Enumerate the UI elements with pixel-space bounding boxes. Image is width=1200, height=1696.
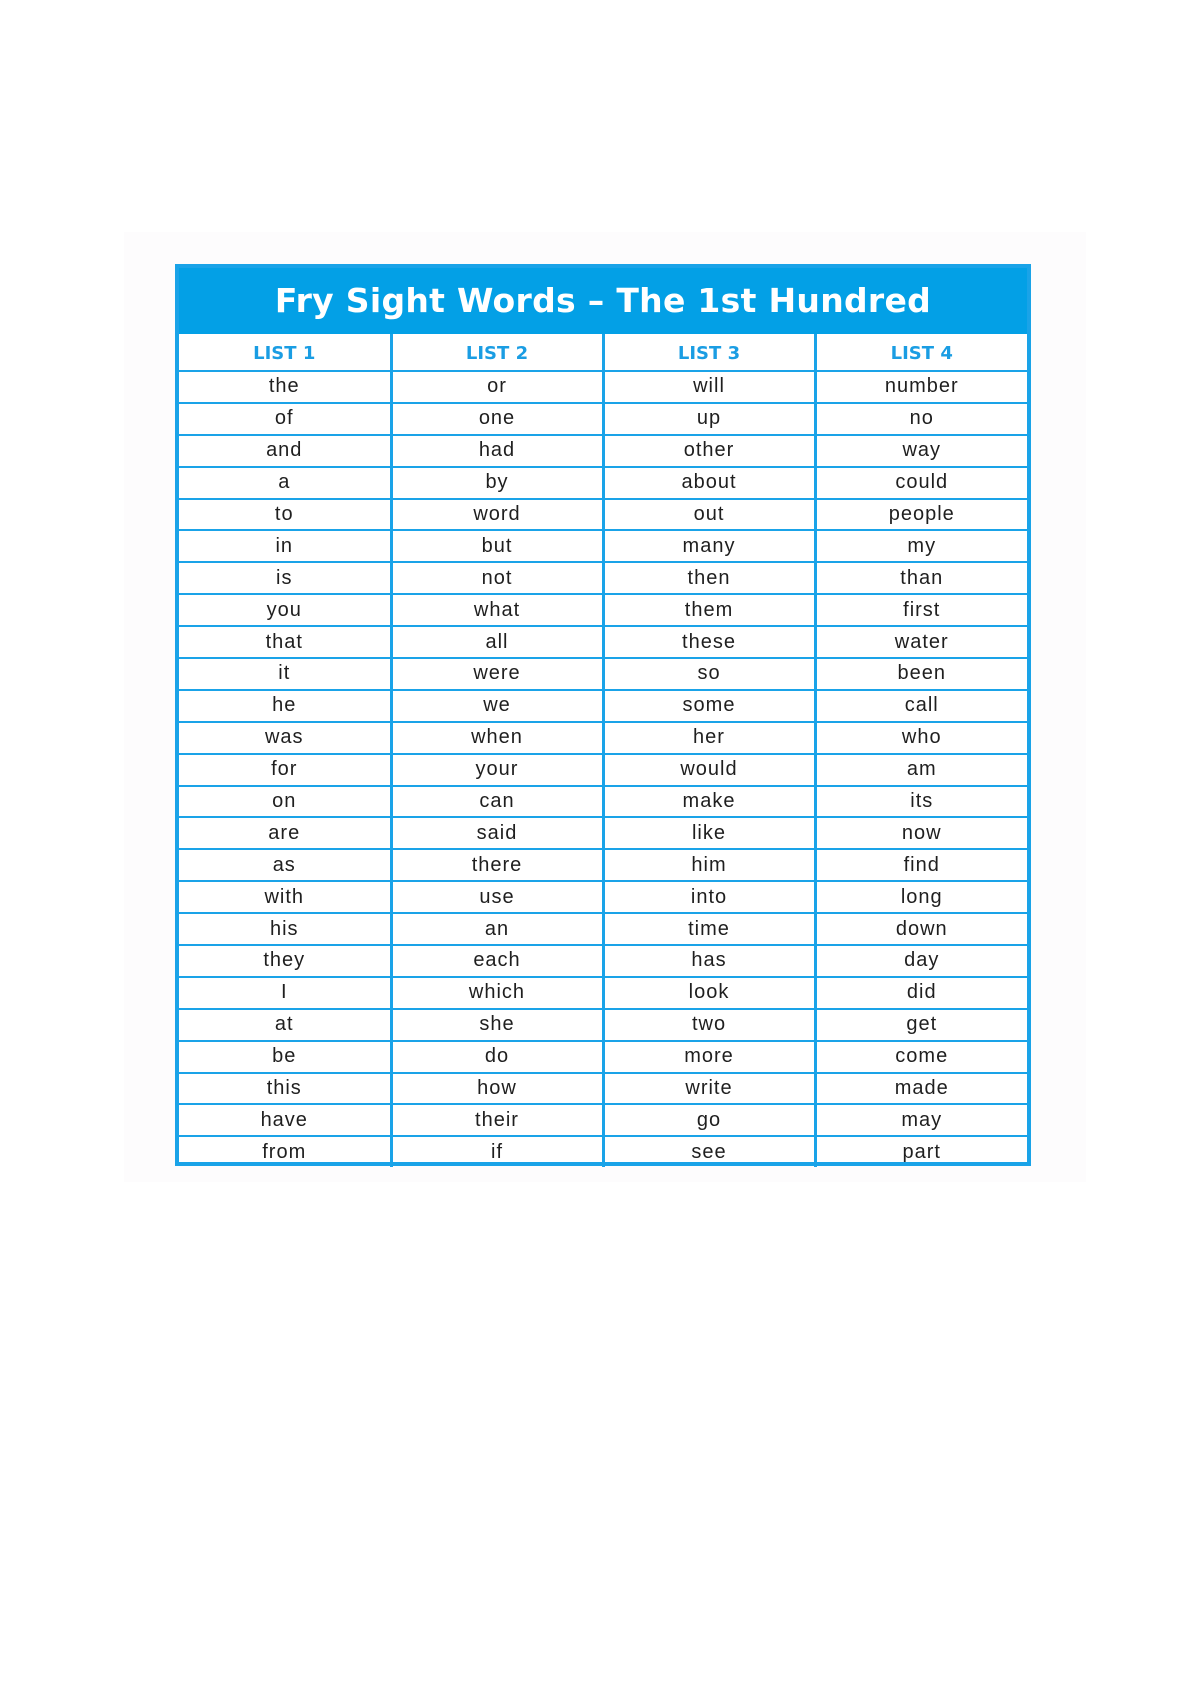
- word-cell: see: [603, 1136, 815, 1167]
- word-cell: so: [603, 658, 815, 690]
- word-cell: for: [179, 754, 391, 786]
- table-row: [179, 403, 1027, 435]
- table-row: [179, 1073, 1027, 1105]
- word-cell: look: [603, 977, 815, 1009]
- word-cell: if: [391, 1136, 603, 1167]
- word-cell: would: [603, 754, 815, 786]
- word-cell: could: [815, 467, 1027, 499]
- table-row: [179, 530, 1027, 562]
- word-cell: been: [815, 658, 1027, 690]
- word-cell: first: [815, 594, 1027, 626]
- word-cell: from: [179, 1136, 391, 1167]
- word-cell: we: [391, 690, 603, 722]
- table-row: [179, 435, 1027, 467]
- column-header-list-4: LIST 4: [815, 336, 1027, 372]
- word-cell: that: [179, 626, 391, 658]
- word-cell: find: [815, 849, 1027, 881]
- table-row: [179, 754, 1027, 786]
- word-cell: more: [603, 1041, 815, 1073]
- word-cell: of: [179, 403, 391, 435]
- word-cell: I: [179, 977, 391, 1009]
- word-cell: now: [815, 817, 1027, 849]
- word-cell: then: [603, 562, 815, 594]
- word-cell: said: [391, 817, 603, 849]
- word-cell: long: [815, 881, 1027, 913]
- word-cell: their: [391, 1104, 603, 1136]
- word-cell: use: [391, 881, 603, 913]
- word-cell: get: [815, 1009, 1027, 1041]
- column-header-list-1: LIST 1: [179, 336, 391, 372]
- word-cell: an: [391, 913, 603, 945]
- word-cell: am: [815, 754, 1027, 786]
- word-cell: may: [815, 1104, 1027, 1136]
- word-cell: how: [391, 1073, 603, 1105]
- table-row: [179, 945, 1027, 977]
- word-cell: are: [179, 817, 391, 849]
- word-cell: did: [815, 977, 1027, 1009]
- word-cell: do: [391, 1041, 603, 1073]
- word-cell: these: [603, 626, 815, 658]
- sight-words-table: [179, 334, 1027, 1167]
- word-cell: she: [391, 1009, 603, 1041]
- word-cell: as: [179, 849, 391, 881]
- word-cell: in: [179, 530, 391, 562]
- word-cell: like: [603, 817, 815, 849]
- word-cell: you: [179, 594, 391, 626]
- word-cell: up: [603, 403, 815, 435]
- table-row: [179, 371, 1027, 403]
- word-cell: one: [391, 403, 603, 435]
- word-cell: about: [603, 467, 815, 499]
- word-cell: its: [815, 786, 1027, 818]
- word-cell: each: [391, 945, 603, 977]
- word-cell: have: [179, 1104, 391, 1136]
- word-cell: will: [603, 371, 815, 403]
- word-cell: and: [179, 435, 391, 467]
- table-row: [179, 467, 1027, 499]
- word-cell: two: [603, 1009, 815, 1041]
- table-row: [179, 1041, 1027, 1073]
- card-title: Fry Sight Words – The 1st Hundred: [179, 268, 1027, 334]
- word-cell: is: [179, 562, 391, 594]
- word-cell: were: [391, 658, 603, 690]
- table-row: [179, 594, 1027, 626]
- word-cell: but: [391, 530, 603, 562]
- word-cell: at: [179, 1009, 391, 1041]
- word-cell: the: [179, 371, 391, 403]
- word-cell: there: [391, 849, 603, 881]
- column-header-list-3: LIST 3: [603, 336, 815, 372]
- table-row: [179, 690, 1027, 722]
- table-row: [179, 913, 1027, 945]
- word-cell: some: [603, 690, 815, 722]
- word-cell: number: [815, 371, 1027, 403]
- word-cell: time: [603, 913, 815, 945]
- word-rows: [179, 371, 1027, 1167]
- word-cell: down: [815, 913, 1027, 945]
- word-cell: who: [815, 722, 1027, 754]
- word-cell: come: [815, 1041, 1027, 1073]
- word-cell: call: [815, 690, 1027, 722]
- table-row: [179, 786, 1027, 818]
- word-cell: with: [179, 881, 391, 913]
- table-row: [179, 1009, 1027, 1041]
- word-cell: than: [815, 562, 1027, 594]
- word-cell: can: [391, 786, 603, 818]
- table-row: [179, 562, 1027, 594]
- word-cell: part: [815, 1136, 1027, 1167]
- word-cell: your: [391, 754, 603, 786]
- table-row: [179, 1136, 1027, 1167]
- column-header-list-2: LIST 2: [391, 336, 603, 372]
- word-cell: write: [603, 1073, 815, 1105]
- word-cell: all: [391, 626, 603, 658]
- word-cell: he: [179, 690, 391, 722]
- word-cell: by: [391, 467, 603, 499]
- word-cell: out: [603, 499, 815, 531]
- word-cell: made: [815, 1073, 1027, 1105]
- word-cell: way: [815, 435, 1027, 467]
- word-cell: go: [603, 1104, 815, 1136]
- table-row: [179, 722, 1027, 754]
- word-cell: had: [391, 435, 603, 467]
- word-cell: a: [179, 467, 391, 499]
- word-cell: them: [603, 594, 815, 626]
- word-cell: word: [391, 499, 603, 531]
- word-cell: my: [815, 530, 1027, 562]
- word-cell: him: [603, 849, 815, 881]
- header-row: [179, 336, 1027, 372]
- word-cell: day: [815, 945, 1027, 977]
- table-row: [179, 849, 1027, 881]
- sight-words-card: [175, 264, 1031, 1166]
- word-cell: be: [179, 1041, 391, 1073]
- word-cell: this: [179, 1073, 391, 1105]
- word-cell: make: [603, 786, 815, 818]
- word-cell: when: [391, 722, 603, 754]
- word-cell: they: [179, 945, 391, 977]
- word-cell: into: [603, 881, 815, 913]
- word-cell: many: [603, 530, 815, 562]
- word-cell: his: [179, 913, 391, 945]
- table-row: [179, 1104, 1027, 1136]
- table-row: [179, 881, 1027, 913]
- word-cell: or: [391, 371, 603, 403]
- word-cell: to: [179, 499, 391, 531]
- word-cell: her: [603, 722, 815, 754]
- word-cell: people: [815, 499, 1027, 531]
- word-cell: not: [391, 562, 603, 594]
- word-cell: which: [391, 977, 603, 1009]
- table-row: [179, 658, 1027, 690]
- word-cell: has: [603, 945, 815, 977]
- word-cell: what: [391, 594, 603, 626]
- table-row: [179, 499, 1027, 531]
- table-row: [179, 626, 1027, 658]
- word-cell: other: [603, 435, 815, 467]
- word-cell: no: [815, 403, 1027, 435]
- table-row: [179, 817, 1027, 849]
- word-cell: was: [179, 722, 391, 754]
- table-row: [179, 977, 1027, 1009]
- word-cell: on: [179, 786, 391, 818]
- word-cell: water: [815, 626, 1027, 658]
- word-cell: it: [179, 658, 391, 690]
